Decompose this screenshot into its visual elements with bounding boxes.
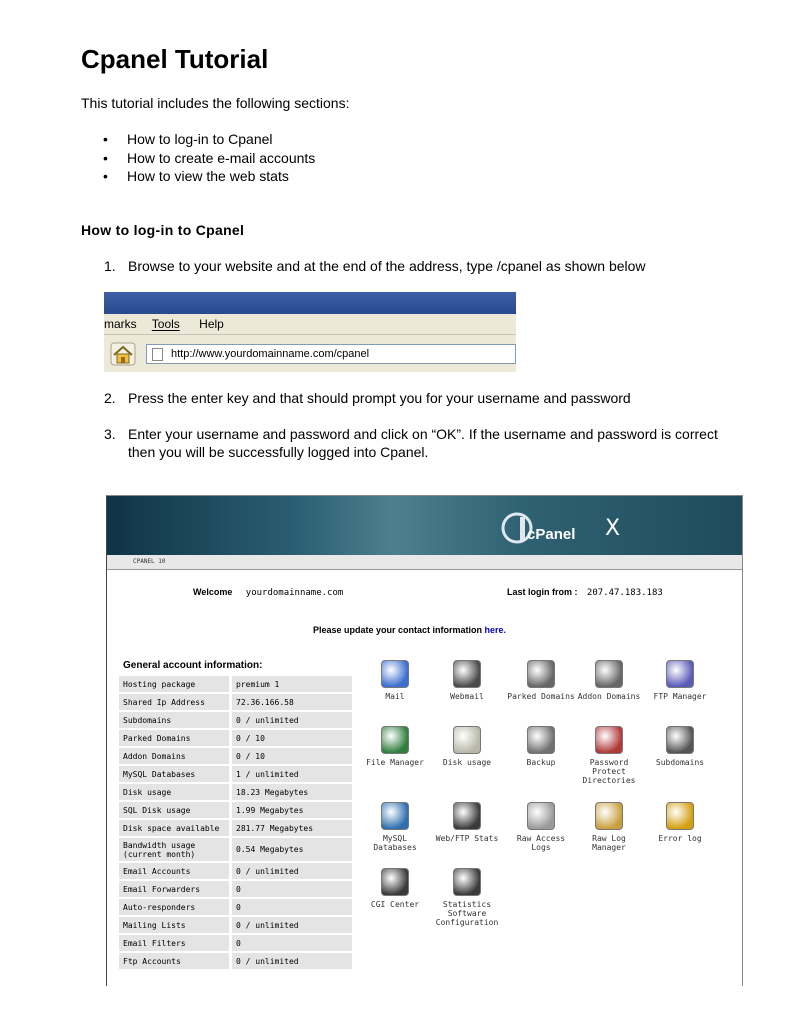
account-info-label: MySQL Databases	[119, 766, 232, 782]
mail-icon	[381, 660, 409, 688]
password-protect-icon	[595, 726, 623, 754]
disk-usage-icon	[453, 726, 481, 754]
raw-access-logs-icon	[527, 802, 555, 830]
welcome-line	[193, 587, 343, 598]
account-info-row	[119, 730, 352, 746]
feature-label: Addon Domains	[577, 692, 641, 701]
account-info-value: 1.99 Megabytes	[232, 802, 352, 818]
account-info-value: 0 / unlimited	[232, 953, 352, 969]
account-info-row	[119, 694, 352, 710]
feature-label: Disk usage	[442, 758, 492, 767]
document-title: Cpanel Tutorial	[81, 44, 269, 74]
feature-file-manager[interactable]	[359, 726, 431, 767]
addon-domains-icon	[595, 660, 623, 688]
feature-subdomains[interactable]	[644, 726, 716, 767]
error-log-icon	[666, 802, 694, 830]
welcome-label: Welcome	[193, 587, 233, 597]
account-info-value: 0 / unlimited	[232, 863, 352, 879]
feature-label: Web/FTP Stats	[435, 834, 499, 843]
account-info-value: 0	[232, 935, 352, 951]
account-info-label: Email Forwarders	[119, 881, 232, 897]
step-number: 1.	[104, 258, 116, 274]
feature-label: Mail	[385, 692, 405, 701]
account-info-label: Auto-responders	[119, 899, 232, 915]
feature-addon-domains[interactable]	[573, 660, 645, 701]
feature-web-ftp-stats[interactable]	[431, 802, 503, 843]
feature-label: Password Protect Directories	[582, 758, 636, 785]
update-contact-link[interactable]: here.	[484, 625, 507, 635]
update-contact-notice	[313, 625, 506, 635]
browser-address-row	[104, 338, 516, 368]
feature-label: Raw Log Manager	[592, 834, 626, 852]
intro-text: This tutorial includes the following sections:	[81, 95, 350, 111]
address-input[interactable]	[146, 344, 516, 364]
cpanel-logo-text: cPanel	[527, 526, 576, 543]
account-info-row	[119, 863, 352, 879]
account-info-value: 0 / 10	[232, 748, 352, 764]
section-list-item: • How to create e-mail accounts	[81, 149, 315, 168]
account-info-label: Email Filters	[119, 935, 232, 951]
file-manager-icon	[381, 726, 409, 754]
feature-raw-log-manager[interactable]	[573, 802, 645, 852]
webmail-icon	[453, 660, 481, 688]
account-info-value: 0.54 Megabytes	[232, 838, 352, 861]
account-info-label: SQL Disk usage	[119, 802, 232, 818]
step-1	[104, 257, 724, 275]
feature-raw-access-logs[interactable]	[505, 802, 577, 852]
home-icon[interactable]	[110, 342, 136, 366]
account-info-row	[119, 899, 352, 915]
cpanel-screenshot	[106, 495, 743, 986]
feature-error-log[interactable]	[644, 802, 716, 843]
browser-screenshot	[104, 292, 516, 372]
account-info-label: Mailing Lists	[119, 917, 232, 933]
step-text: Enter your username and password and click on “OK”. If the username and password is correct then you will be successfully logged into Cpanel.	[128, 426, 718, 460]
account-info-row	[119, 784, 352, 800]
account-info-value: premium 1	[232, 676, 352, 692]
mysql-databases-icon	[381, 802, 409, 830]
feature-mysql-databases[interactable]	[359, 802, 431, 852]
feature-ftp-manager[interactable]	[644, 660, 716, 701]
account-info-label: Parked Domains	[119, 730, 232, 746]
menu-item-help[interactable]: Help	[199, 317, 224, 331]
account-info-label: Disk space available	[119, 820, 232, 836]
cgi-center-icon	[381, 868, 409, 896]
feature-password-protect[interactable]	[573, 726, 645, 785]
account-info-value: 0	[232, 899, 352, 915]
feature-parked-domains[interactable]	[505, 660, 577, 701]
menu-item-bookmarks[interactable]: marks	[104, 317, 137, 331]
feature-label: Backup	[526, 758, 556, 767]
feature-statistics-config[interactable]	[431, 868, 503, 927]
parked-domains-icon	[527, 660, 555, 688]
cpanel-strip-label: CPANEL 10	[133, 558, 166, 565]
account-info-row	[119, 766, 352, 782]
account-info-row	[119, 820, 352, 836]
account-info-label: Disk usage	[119, 784, 232, 800]
step-text: Browse to your website and at the end of the address, type /cpanel as shown below	[128, 258, 646, 274]
account-info-row	[119, 748, 352, 764]
section-list-item: • How to log-in to Cpanel	[81, 130, 315, 149]
account-info-row	[119, 953, 352, 969]
account-info-row	[119, 838, 352, 861]
account-info-label: Hosting package	[119, 676, 232, 692]
feature-mail[interactable]	[359, 660, 431, 701]
step-text: Press the enter key and that should prompt you for your username and password	[128, 390, 631, 406]
account-info-table	[119, 674, 352, 971]
account-info-label: Bandwidth usage (current month)	[119, 838, 232, 861]
account-info-row	[119, 712, 352, 728]
account-info-value: 0	[232, 881, 352, 897]
ftp-manager-icon	[666, 660, 694, 688]
feature-label: Statistics Software Configuration	[435, 900, 499, 927]
feature-cgi-center[interactable]	[359, 868, 431, 909]
account-info-value: 72.36.166.58	[232, 694, 352, 710]
account-info-row	[119, 676, 352, 692]
update-contact-text: Please update your contact information	[313, 625, 483, 635]
feature-label: MySQL Databases	[373, 834, 417, 852]
account-info-value: 1 / unlimited	[232, 766, 352, 782]
account-info-value: 0 / 10	[232, 730, 352, 746]
subdomains-icon	[666, 726, 694, 754]
account-info-value: 0 / unlimited	[232, 917, 352, 933]
section-heading: How to log-in to Cpanel	[81, 222, 245, 238]
feature-label: File Manager	[366, 758, 424, 767]
account-info-label: Email Accounts	[119, 863, 232, 879]
account-info-value: 0 / unlimited	[232, 712, 352, 728]
account-info-row	[119, 917, 352, 933]
last-login-line	[507, 587, 663, 598]
feature-label: Subdomains	[655, 758, 705, 767]
step-3	[104, 425, 740, 461]
feature-webmail[interactable]	[431, 660, 503, 701]
section-list-item: • How to view the web stats	[81, 167, 315, 186]
menu-item-tools[interactable]: Tools	[151, 317, 180, 331]
web-ftp-stats-icon	[453, 802, 481, 830]
feature-label: Parked Domains	[507, 692, 575, 701]
backup-icon	[527, 726, 555, 754]
statistics-config-icon	[453, 868, 481, 896]
account-info-label: Subdomains	[119, 712, 232, 728]
address-value: http://www.yourdomainname.com/cpanel	[171, 348, 370, 360]
account-info-row	[119, 881, 352, 897]
page-icon	[152, 348, 163, 361]
welcome-domain: yourdomainname.com	[245, 588, 344, 598]
account-info-value: 281.77 Megabytes	[232, 820, 352, 836]
feature-label: Error log	[658, 834, 702, 843]
step-number: 3.	[104, 426, 116, 442]
section-list	[81, 130, 315, 186]
last-login-label: Last login from :	[507, 587, 578, 597]
browser-title-bar	[104, 292, 516, 314]
cpanel-tab-strip	[107, 555, 742, 570]
cpanel-x-mark: X	[605, 516, 621, 541]
last-login-ip: 207.47.183.183	[586, 588, 663, 598]
step-2	[104, 389, 724, 407]
raw-log-manager-icon	[595, 802, 623, 830]
browser-menu-bar	[104, 314, 516, 335]
account-info-value: 18.23 Megabytes	[232, 784, 352, 800]
general-info-heading: General account information:	[123, 660, 263, 671]
account-info-label: Addon Domains	[119, 748, 232, 764]
feature-disk-usage[interactable]	[431, 726, 503, 767]
account-info-label: Ftp Accounts	[119, 953, 232, 969]
feature-label: Raw Access Logs	[516, 834, 566, 852]
account-info-label: Shared Ip Address	[119, 694, 232, 710]
account-info-row	[119, 802, 352, 818]
feature-label: Webmail	[450, 692, 484, 701]
feature-label: FTP Manager	[653, 692, 707, 701]
step-number: 2.	[104, 390, 116, 406]
feature-backup[interactable]	[505, 726, 577, 767]
account-info-row	[119, 935, 352, 951]
feature-label: CGI Center	[370, 900, 420, 909]
cpanel-header	[107, 496, 742, 555]
